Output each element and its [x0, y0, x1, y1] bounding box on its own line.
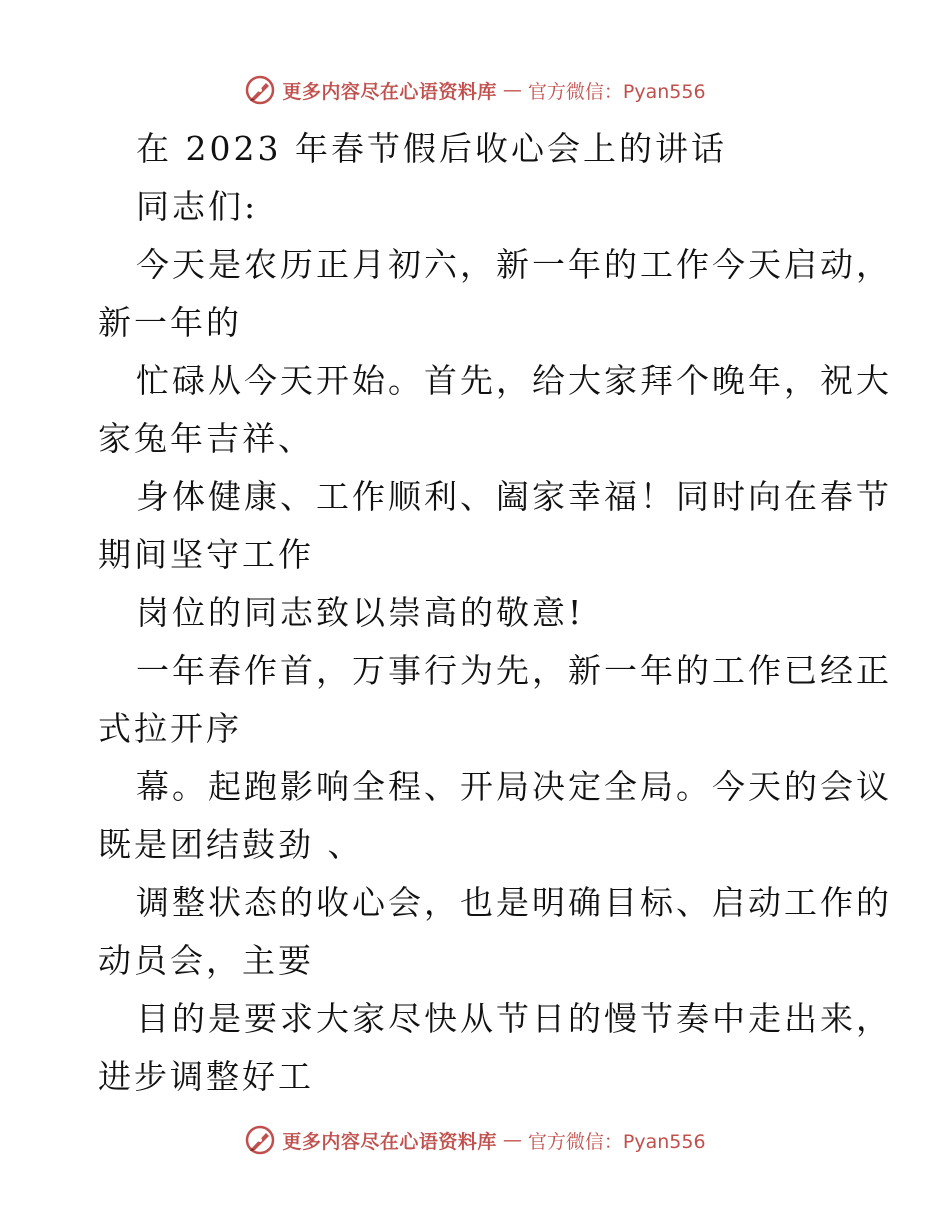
header-banner-wechat: 官方微信：Pyan556	[527, 80, 706, 103]
footer-banner	[0, 1120, 950, 1160]
salutation: 同志们:	[136, 187, 259, 226]
footer-banner-content	[244, 1124, 705, 1156]
footer-banner-text: 更多内容尽在心语资料库	[282, 1130, 497, 1153]
text-line: 新一年的	[98, 303, 242, 342]
text-line: 动员会，主要	[98, 941, 314, 980]
text-line: 身体健康、工作顺利、阖家幸福！同时向在春节	[136, 477, 892, 516]
pen-logo-icon	[244, 1124, 276, 1156]
header-banner-dash: —	[502, 79, 522, 101]
footer-banner-wechat: 官方微信：Pyan556	[527, 1130, 706, 1153]
text-line: 目的是要求大家尽快从节日的慢节奏中走出来，	[136, 999, 892, 1038]
text-line: 进步调整好工	[98, 1057, 314, 1096]
text-line: 式拉开序	[98, 709, 242, 748]
text-line: 家兔年吉祥、	[98, 419, 314, 458]
text-line: 一年春作首，万事行为先，新一年的工作已经正	[136, 651, 892, 690]
footer-banner-dash: —	[502, 1129, 522, 1151]
document-title: 在 2023 年春节假后收心会上的讲话	[136, 129, 727, 168]
header-banner	[0, 70, 950, 110]
text-line: 既是团结鼓劲 、	[98, 825, 364, 864]
pen-logo-icon	[244, 74, 276, 106]
header-banner-content	[244, 74, 705, 106]
document-body	[98, 120, 892, 1106]
text-line: 期间坚守工作	[98, 535, 314, 574]
header-banner-text: 更多内容尽在心语资料库	[282, 80, 497, 103]
text-line: 忙碌从今天开始。首先，给大家拜个晚年，祝大	[136, 361, 892, 400]
text-line: 幕。起跑影响全程、开局决定全局。今天的会议	[136, 767, 892, 806]
text-line: 岗位的同志致以崇高的敬意!	[136, 593, 585, 632]
text-line: 调整状态的收心会，也是明确目标、启动工作的	[136, 883, 892, 922]
text-line: 今天是农历正月初六，新一年的工作今天启动，	[136, 245, 892, 284]
